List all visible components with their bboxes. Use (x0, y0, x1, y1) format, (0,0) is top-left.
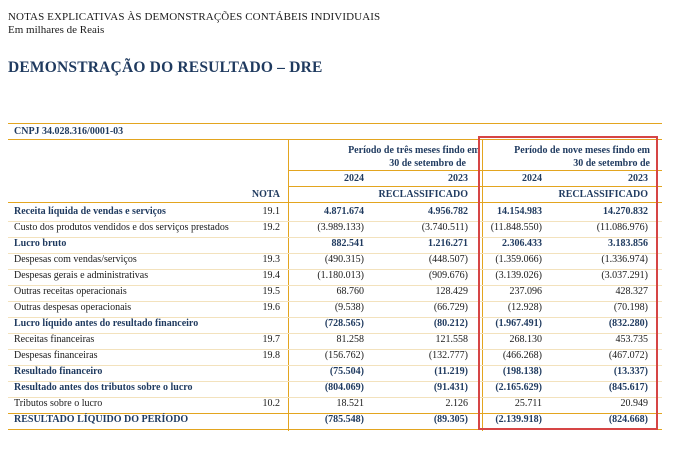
row-nota: 19.8 (262, 350, 280, 361)
row-nota: 19.5 (262, 286, 280, 297)
value-n24: (1.359.066) (495, 254, 542, 265)
value-n24: 2.306.433 (502, 238, 542, 249)
value-q24: (9.538) (334, 302, 364, 313)
page-title: DEMONSTRAÇÃO DO RESULTADO – DRE (8, 59, 323, 76)
value-q23: (89.305) (433, 414, 468, 425)
value-n24: 14.154.983 (497, 206, 542, 217)
row-nota: 19.2 (262, 222, 280, 233)
value-q24: 18.521 (336, 398, 364, 409)
value-n24: (1.967.491) (495, 318, 542, 329)
value-q23: (66.729) (433, 302, 468, 313)
value-n23: (3.037.291) (601, 270, 648, 281)
reclass-label-three: RECLASSIFICADO (378, 189, 468, 200)
value-n24: (2.139.918) (495, 414, 542, 425)
year-2024-three: 2024 (344, 173, 364, 184)
value-q23: 1.216.271 (428, 238, 468, 249)
value-q24: 68.760 (336, 286, 364, 297)
value-n24: (12.928) (507, 302, 542, 313)
value-n24: (2.165.629) (495, 382, 542, 393)
period-nine-line1: Período de nove meses findo em (514, 145, 650, 156)
value-q24: 4.871.674 (324, 206, 364, 217)
year-2023-nine: 2023 (628, 173, 648, 184)
row-label: Resultado antes dos tributos sobre o lucro (14, 382, 193, 393)
period-three-line1: Período de três meses findo em (348, 145, 480, 156)
value-n24: (11.848.550) (490, 222, 542, 233)
row-label: Despesas gerais e administrativas (14, 270, 149, 281)
period-nine-line2: 30 de setembro de (573, 158, 650, 169)
value-q24: (1.180.013) (317, 270, 364, 281)
value-q24: (75.504) (329, 366, 364, 377)
value-n24: 237.096 (509, 286, 542, 297)
value-q23: 4.956.782 (428, 206, 468, 217)
value-q23: 2.126 (445, 398, 468, 409)
row-nota: 19.6 (262, 302, 280, 313)
row-nota: 19.4 (262, 270, 280, 281)
row-label: Resultado financeiro (14, 366, 103, 377)
value-q23: (11.219) (434, 366, 468, 377)
period-three-header (300, 144, 480, 170)
value-n24: (3.139.026) (495, 270, 542, 281)
value-n23: 20.949 (620, 398, 648, 409)
value-n24: (198.138) (502, 366, 542, 377)
value-n23: (467.072) (608, 350, 648, 361)
row-nota: 10.2 (262, 398, 280, 409)
value-n23: 428.327 (615, 286, 648, 297)
row-label: Outras receitas operacionais (14, 286, 127, 297)
row-label: Outras despesas operacionais (14, 302, 132, 313)
value-q24: (785.548) (324, 414, 364, 425)
value-q24: (156.762) (324, 350, 364, 361)
value-n23: (824.668) (608, 414, 648, 425)
value-q24: (804.069) (324, 382, 364, 393)
value-q23: (91.431) (433, 382, 468, 393)
table-top-rule (8, 123, 662, 124)
value-n23: (70.198) (613, 302, 648, 313)
row-label: RESULTADO LÍQUIDO DO PERÍODO (14, 414, 189, 425)
value-q23: (132.777) (428, 350, 468, 361)
notes-header: NOTAS EXPLICATIVAS ÀS DEMONSTRAÇÕES CONTÁBEIS INDIVIDUAIS (8, 11, 381, 23)
value-n23: 453.735 (615, 334, 648, 345)
currency-note: Em milhares de Reais (8, 24, 105, 36)
year-2023-three: 2023 (448, 173, 468, 184)
value-n24: 25.711 (514, 398, 542, 409)
value-n23: (845.617) (608, 382, 648, 393)
value-q23: (909.676) (428, 270, 468, 281)
row-nota: 19.7 (262, 334, 280, 345)
value-n24: (466.268) (502, 350, 542, 361)
row-label: Receitas financeiras (14, 334, 95, 345)
row-label: Receita líquida de vendas e serviços (14, 206, 166, 217)
row-label: Despesas com vendas/serviços (14, 254, 137, 265)
cnpj-label: CNPJ 34.028.316/0001-03 (14, 126, 124, 137)
year-2024-nine: 2024 (522, 173, 542, 184)
value-q24: 81.258 (336, 334, 364, 345)
period-three-line2: 30 de setembro de (389, 158, 466, 169)
value-q23: (80.212) (433, 318, 468, 329)
row-label: Custo dos produtos vendidos e dos serviços prestados (14, 222, 229, 233)
value-n23: (1.336.974) (601, 254, 648, 265)
row-nota: 19.1 (262, 206, 280, 217)
value-n23: 3.183.856 (608, 238, 648, 249)
value-q23: (448.507) (428, 254, 468, 265)
nota-header: NOTA (251, 189, 280, 200)
value-q24: (3.989.133) (317, 222, 364, 233)
row-nota: 19.3 (262, 254, 280, 265)
row-label: Lucro bruto (14, 238, 67, 249)
value-n23: 14.270.832 (603, 206, 648, 217)
value-n23: (11.086.976) (596, 222, 648, 233)
value-n23: (832.280) (608, 318, 648, 329)
value-q24: (490.315) (324, 254, 364, 265)
value-q23: 121.558 (435, 334, 468, 345)
value-n23: (13.337) (613, 366, 648, 377)
row-label: Lucro líquido antes do resultado financeiro (14, 318, 199, 329)
reclass-label-nine: RECLASSIFICADO (558, 189, 648, 200)
value-n24: 268.130 (509, 334, 542, 345)
value-q23: (3.740.511) (421, 222, 468, 233)
row-label: Despesas financeiras (14, 350, 98, 361)
value-q24: (728.565) (324, 318, 364, 329)
row-label: Tributos sobre o lucro (14, 398, 103, 409)
highlight-box (478, 136, 658, 430)
value-q23: 128.429 (435, 286, 468, 297)
value-q24: 882.541 (331, 238, 364, 249)
